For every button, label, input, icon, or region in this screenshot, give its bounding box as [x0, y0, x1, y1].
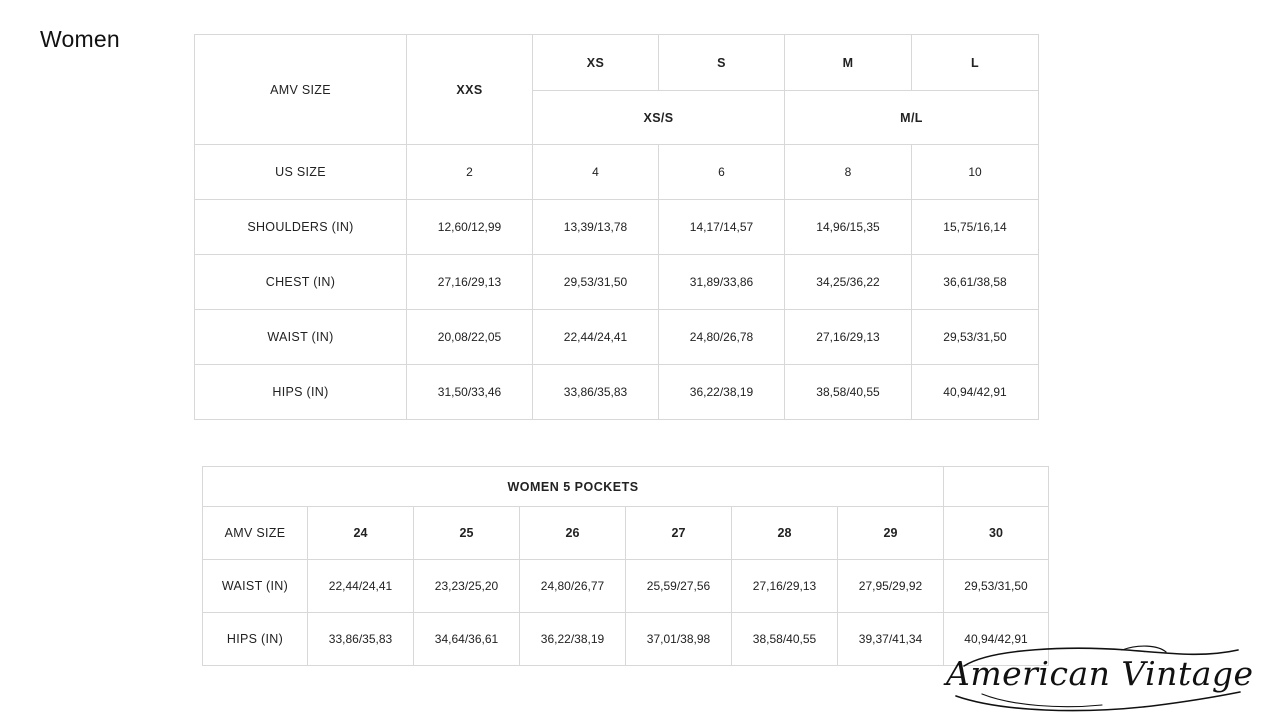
- row-label-waist: WAIST (IN): [203, 560, 308, 613]
- row-label-shoulders: SHOULDERS (IN): [195, 200, 407, 255]
- cell-size-2: 26: [520, 507, 626, 560]
- cell-chest-2: 31,89/33,86: [659, 255, 785, 310]
- row-label-amv-size: AMV SIZE: [203, 507, 308, 560]
- header-l: L: [912, 35, 1039, 91]
- table-row: [195, 145, 1039, 200]
- table-row: [203, 467, 1049, 507]
- table-row: [195, 255, 1039, 310]
- cell-waist-3: 25,59/27,56: [626, 560, 732, 613]
- cell-waist-5: 27,95/29,92: [838, 560, 944, 613]
- cell-waist-1: 23,23/25,20: [414, 560, 520, 613]
- table-row: [203, 507, 1049, 560]
- cell-chest-4: 36,61/38,58: [912, 255, 1039, 310]
- header-m: M: [785, 35, 912, 91]
- cell-us-size-0: 2: [407, 145, 533, 200]
- cell-shoulders-4: 15,75/16,14: [912, 200, 1039, 255]
- table-row: [203, 560, 1049, 613]
- header-s: S: [659, 35, 785, 91]
- cell-hips-1: 33,86/35,83: [533, 365, 659, 420]
- table-row: [195, 200, 1039, 255]
- cell-size-6: 30: [944, 507, 1049, 560]
- cell-waist-1: 22,44/24,41: [533, 310, 659, 365]
- cell-hips-2: 36,22/38,19: [659, 365, 785, 420]
- row-label-amv-size: AMV SIZE: [195, 35, 407, 145]
- brand-name: American Vintage: [946, 654, 1254, 693]
- cell-size-5: 29: [838, 507, 944, 560]
- header-xxs: XXS: [407, 35, 533, 145]
- cell-waist-6: 29,53/31,50: [944, 560, 1049, 613]
- cell-shoulders-3: 14,96/15,35: [785, 200, 912, 255]
- cell-waist-4: 27,16/29,13: [732, 560, 838, 613]
- cell-size-4: 28: [732, 507, 838, 560]
- row-label-chest: CHEST (IN): [195, 255, 407, 310]
- page-title: Women: [40, 26, 120, 52]
- cell-hips-4: 40,94/42,91: [912, 365, 1039, 420]
- header-xs: XS: [533, 35, 659, 91]
- pockets-table-title: WOMEN 5 POCKETS: [203, 467, 944, 507]
- header-m-l: M/L: [785, 91, 1039, 145]
- cell-size-1: 25: [414, 507, 520, 560]
- cell-waist-4: 29,53/31,50: [912, 310, 1039, 365]
- cell-us-size-3: 8: [785, 145, 912, 200]
- row-label-us-size: US SIZE: [195, 145, 407, 200]
- table-row: [195, 35, 1039, 91]
- cell-hips-6: 40,94/42,91: [944, 613, 1049, 666]
- row-label-hips: HIPS (IN): [203, 613, 308, 666]
- cell-waist-0: 22,44/24,41: [308, 560, 414, 613]
- row-label-hips: HIPS (IN): [195, 365, 407, 420]
- cell-us-size-4: 10: [912, 145, 1039, 200]
- cell-waist-2: 24,80/26,78: [659, 310, 785, 365]
- logo-swash-bottom-icon: [952, 690, 1242, 712]
- cell-shoulders-0: 12,60/12,99: [407, 200, 533, 255]
- cell-size-0: 24: [308, 507, 414, 560]
- pockets-table-title-spacer: [944, 467, 1049, 507]
- cell-chest-0: 27,16/29,13: [407, 255, 533, 310]
- cell-hips-3: 38,58/40,55: [785, 365, 912, 420]
- women-size-table: [194, 34, 1039, 420]
- cell-us-size-1: 4: [533, 145, 659, 200]
- cell-size-3: 27: [626, 507, 732, 560]
- cell-hips-5: 39,37/41,34: [838, 613, 944, 666]
- cell-chest-3: 34,25/36,22: [785, 255, 912, 310]
- row-label-waist: WAIST (IN): [195, 310, 407, 365]
- table-row: [195, 365, 1039, 420]
- cell-waist-2: 24,80/26,77: [520, 560, 626, 613]
- cell-hips-0: 33,86/35,83: [308, 613, 414, 666]
- cell-chest-1: 29,53/31,50: [533, 255, 659, 310]
- cell-waist-3: 27,16/29,13: [785, 310, 912, 365]
- women-5-pockets-table: [202, 466, 1049, 666]
- cell-us-size-2: 6: [659, 145, 785, 200]
- cell-shoulders-2: 14,17/14,57: [659, 200, 785, 255]
- table-row: [195, 310, 1039, 365]
- cell-hips-4: 38,58/40,55: [732, 613, 838, 666]
- header-xs-s: XS/S: [533, 91, 785, 145]
- cell-hips-0: 31,50/33,46: [407, 365, 533, 420]
- cell-hips-3: 37,01/38,98: [626, 613, 732, 666]
- cell-shoulders-1: 13,39/13,78: [533, 200, 659, 255]
- table-row: [203, 613, 1049, 666]
- brand-logo: [946, 642, 1254, 712]
- cell-hips-1: 34,64/36,61: [414, 613, 520, 666]
- cell-waist-0: 20,08/22,05: [407, 310, 533, 365]
- cell-hips-2: 36,22/38,19: [520, 613, 626, 666]
